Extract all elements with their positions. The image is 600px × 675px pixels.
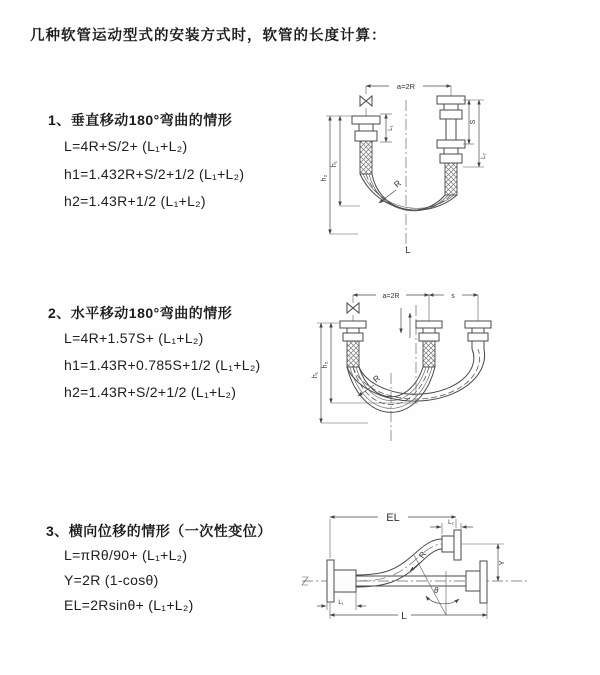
dim-label-l1: L₁ [388,125,394,131]
dim-s [429,293,478,300]
valve-icon [347,303,359,313]
dim-label-a2r: a=2R [396,82,416,91]
dim-label-l2: L₂ [481,153,487,159]
dim-label-l: L [401,611,407,622]
formula-line: L=4R+S/2+ (L₁+L₂) [64,138,188,154]
formula-line: L=πRθ/90+ (L₁+L₂) [64,547,188,563]
radius-pointer [379,178,403,203]
dim-label-s: s [451,293,455,300]
diagram-lateral-displacement [298,503,593,638]
flange-fitting-right-lower [437,140,465,195]
dim-l2 [463,100,487,167]
dim-h2 [321,116,358,234]
formula-line: L=4R+1.57S+ (L₁+L₂) [64,330,204,346]
formula-line: h2=1.43R+1/2 (L₁+L₂) [64,193,206,209]
length-label: L [405,245,411,256]
hose-s-curve [356,530,461,587]
dim-label-h2: h₂ [321,174,328,182]
dim-a2r [353,293,429,300]
radius-label: R [391,177,403,190]
diagram-horizontal-180 [306,283,591,448]
dim-label-l2: L₂ [448,520,454,526]
dim-h1 [331,116,360,206]
angle-label: θ [434,586,439,595]
diagram-vertical-180 [306,72,591,257]
section-3-heading: 3、横向位移的情形（一次性变位） [46,523,272,539]
flange-fitting-right-upper [437,96,465,140]
hose-braid [445,163,457,195]
section-1-heading: 1、垂直移动180°弯曲的情形 [48,112,233,128]
dim-s [463,100,484,144]
formula-line: h1=1.43R+0.785S+1/2 (L₁+L₂) [64,357,261,373]
hose-braid [360,141,372,174]
formula-line: EL=2Rsinθ+ (L₁+L₂) [64,597,194,613]
dim-label-s: S [470,119,477,125]
flange-hub-upper [442,536,454,552]
valve-icon [360,96,372,106]
hose-braid [423,341,435,367]
dim-label-el: EL [386,512,400,524]
flange-plate-upper [454,530,461,560]
dim-label-h2: h₂ [322,361,329,369]
flange-fitting-middle [416,321,442,367]
flange-fitting-left [340,321,366,367]
dim-label-h1: h₁ [331,160,338,168]
radius-pointer [410,549,428,571]
dim-l2 [430,520,473,534]
radius-label: R [416,549,429,561]
radius-label: R [370,372,382,385]
dim-label-y: Y [497,560,506,566]
dim-label-h1: h₁ [312,371,319,379]
radius-pointer [358,373,382,396]
section-2-heading: 2、水平移动180°弯曲的情形 [48,305,233,321]
formula-line: h2=1.43R+S/2+1/2 (L₁+L₂) [64,384,237,400]
dim-y [497,544,506,581]
flange-fitting-left [327,560,356,602]
dim-l [330,603,487,622]
hose-braid [347,341,359,367]
dim-l1 [380,114,394,142]
flange-fitting-left [352,116,380,174]
formula-line: Y=2R (1-cosθ) [64,572,159,588]
dim-label-l1: L₁ [338,600,344,606]
flange-fitting-right [465,321,491,349]
hose-u-bend [360,174,457,211]
dim-el [330,512,456,561]
angle-construction [414,555,459,615]
formula-line: h1=1.432R+S/2+1/2 (L₁+L₂) [64,166,245,182]
page-title: 几种软管运动型式的安装方式时，软管的长度计算： [30,28,387,44]
dim-label-a2r: a=2R [382,293,400,300]
pipe-original-position [356,561,487,603]
